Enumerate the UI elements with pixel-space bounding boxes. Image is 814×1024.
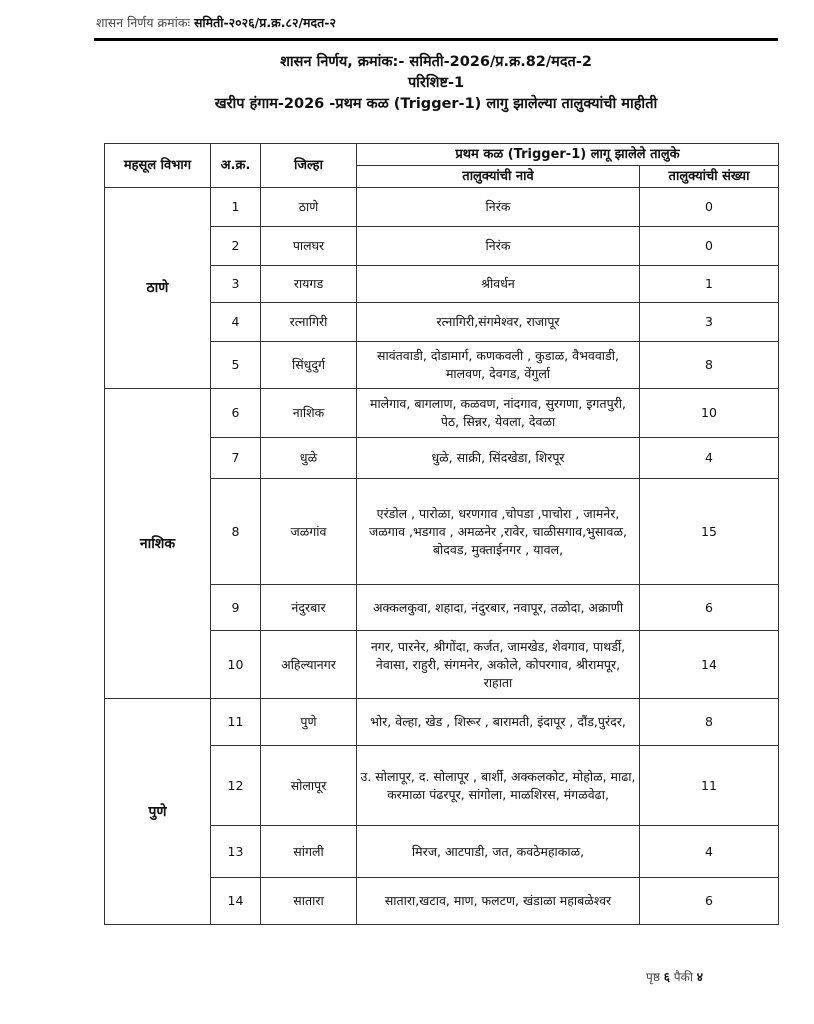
taluka-count-cell: 1 [640, 266, 779, 303]
taluka-names-cell: भोर, वेल्हा, खेड , शिरूर , बारामती, इंदापूर , दौंड,पुरंदर, [357, 699, 640, 746]
taluka-names-cell: सातारा,खटाव, माण, फलटण, खंडाळा महाबळेश्वर [357, 877, 640, 924]
division-cell: नाशिक [105, 389, 211, 699]
serial-cell: 9 [211, 585, 261, 631]
taluka-names-cell: निरंक [357, 188, 640, 227]
serial-cell: 14 [211, 877, 261, 924]
taluka-names-cell: धुळे, साक्री, सिंदखेडा, शिरपूर [357, 438, 640, 479]
district-cell: नाशिक [261, 389, 357, 438]
footer-total-pages: ४ [696, 970, 704, 984]
taluka-count-cell: 4 [640, 826, 779, 877]
taluka-names-cell: उ. सोलापूर, द. सोलापूर , बार्शी, अक्कलकोट, मोहोळ, माढा, करमाळा पंढरपूर, सांगोला, माळशिरस, मंगळवेढा, [357, 746, 640, 826]
serial-cell: 2 [211, 227, 261, 266]
district-cell: सिंधुदुर्ग [261, 341, 357, 388]
taluka-count-cell: 14 [640, 631, 779, 699]
taluka-count-cell: 10 [640, 389, 779, 438]
taluka-count-cell: 0 [640, 227, 779, 266]
district-cell: पालघर [261, 227, 357, 266]
header-trigger-group: प्रथम कळ (Trigger-1) लागू झालेले तालुके [357, 144, 779, 166]
taluka-names-cell: रत्नागिरी,संगमेश्वर, राजापूर [357, 302, 640, 341]
taluka-count-cell: 11 [640, 746, 779, 826]
district-cell: सांगली [261, 826, 357, 877]
taluka-names-cell: नगर, पारनेर, श्रीगोंदा, कर्जत, जामखेड, शेवगाव, पाथर्डी, नेवासा, राहुरी, संगमनेर, अकोले, कोपरगाव, श्रीरामपूर, राहाता [357, 631, 640, 699]
division-cell: ठाणे [105, 188, 211, 389]
table-row [105, 699, 779, 746]
header-district: जिल्हा [261, 144, 357, 188]
taluka-count-cell: 6 [640, 877, 779, 924]
taluka-count-cell: 6 [640, 585, 779, 631]
taluka-count-cell: 0 [640, 188, 779, 227]
serial-cell: 6 [211, 389, 261, 438]
taluka-names-cell: सावंतवाडी, दोडामार्ग, कणकवली , कुडाळ, वैभववाडी, मालवण, देवगड, वेंगुर्ला [357, 341, 640, 388]
division-cell: पुणे [105, 699, 211, 925]
header-taluka-names: तालुक्यांची नावे [357, 166, 640, 188]
table-caption: खरीप हंगाम-2026 -प्रथम कळ (Trigger-1) लागु झालेल्या तालुक्यांची माहीती [214, 96, 658, 112]
serial-cell: 4 [211, 302, 261, 341]
footer-of-label: पैकी [673, 970, 693, 984]
serial-cell: 1 [211, 188, 261, 227]
district-cell: जळगांव [261, 479, 357, 585]
header-taluka-count: तालुक्यांची संख्या [640, 166, 779, 188]
taluka-count-cell: 3 [640, 302, 779, 341]
header-division: महसूल विभाग [105, 144, 211, 188]
taluka-names-cell: मिरज, आटपाडी, जत, कवठेमहाकाळ, [357, 826, 640, 877]
serial-cell: 7 [211, 438, 261, 479]
district-cell: अहिल्यानगर [261, 631, 357, 699]
taluka-count-cell: 4 [640, 438, 779, 479]
district-cell: ठाणे [261, 188, 357, 227]
serial-cell: 3 [211, 266, 261, 303]
running-header-prefix: शासन निर्णय क्रमांकः [96, 15, 190, 30]
taluka-names-cell: एरंडोल , पारोळा, धरणगाव ,चोपडा ,पाचोरा , जामनेर, जळगाव ,भडगाव , अमळनेर ,रावेर, चाळीसगाव,भुसावळ, बोदवड, मुक्ताईनगर , यावल, [357, 479, 640, 585]
taluka-names-cell: अक्कलकुवा, शहादा, नंदुरबार, नवापूर, तळोदा, अक्राणी [357, 585, 640, 631]
serial-cell: 12 [211, 746, 261, 826]
serial-cell: 10 [211, 631, 261, 699]
district-cell: सातारा [261, 877, 357, 924]
taluka-names-cell: मालेगाव, बागलाण, कळवण, नांदगाव, सुरगणा, इगतपुरी, पेठ, सिन्नर, येवला, देवळा [357, 389, 640, 438]
table-row [105, 389, 779, 438]
serial-cell: 11 [211, 699, 261, 746]
footer-page-prefix: पृष्ठ [646, 970, 660, 984]
running-header [96, 14, 336, 31]
serial-cell: 8 [211, 479, 261, 585]
district-cell: नंदुरबार [261, 585, 357, 631]
district-cell: पुणे [261, 699, 357, 746]
header-rule [94, 38, 778, 41]
taluka-count-cell: 8 [640, 341, 779, 388]
header-serial: अ.क्र. [211, 144, 261, 188]
district-cell: रत्नागिरी [261, 302, 357, 341]
serial-cell: 5 [211, 341, 261, 388]
district-cell: सोलापूर [261, 746, 357, 826]
taluka-names-cell: निरंक [357, 227, 640, 266]
taluka-count-cell: 15 [640, 479, 779, 585]
district-cell: धुळे [261, 438, 357, 479]
trigger-talukas-table [104, 143, 779, 925]
taluka-names-cell: श्रीवर्धन [357, 266, 640, 303]
serial-cell: 13 [211, 826, 261, 877]
table-row [105, 188, 779, 227]
taluka-count-cell: 8 [640, 699, 779, 746]
appendix-title: परिशिष्ट-1 [407, 75, 465, 91]
district-cell: रायगड [261, 266, 357, 303]
gr-reference-title: शासन निर्णय, क्रमांक:- समिती-2026/प्र.क्र.82/मदत-2 [280, 54, 592, 70]
document-heading [96, 52, 776, 115]
running-header-reference: समिती-२०२६/प्र.क्र.८२/मदत-२ [193, 15, 336, 30]
page-number-footer [646, 968, 703, 985]
footer-page-number: ६ [663, 970, 670, 984]
